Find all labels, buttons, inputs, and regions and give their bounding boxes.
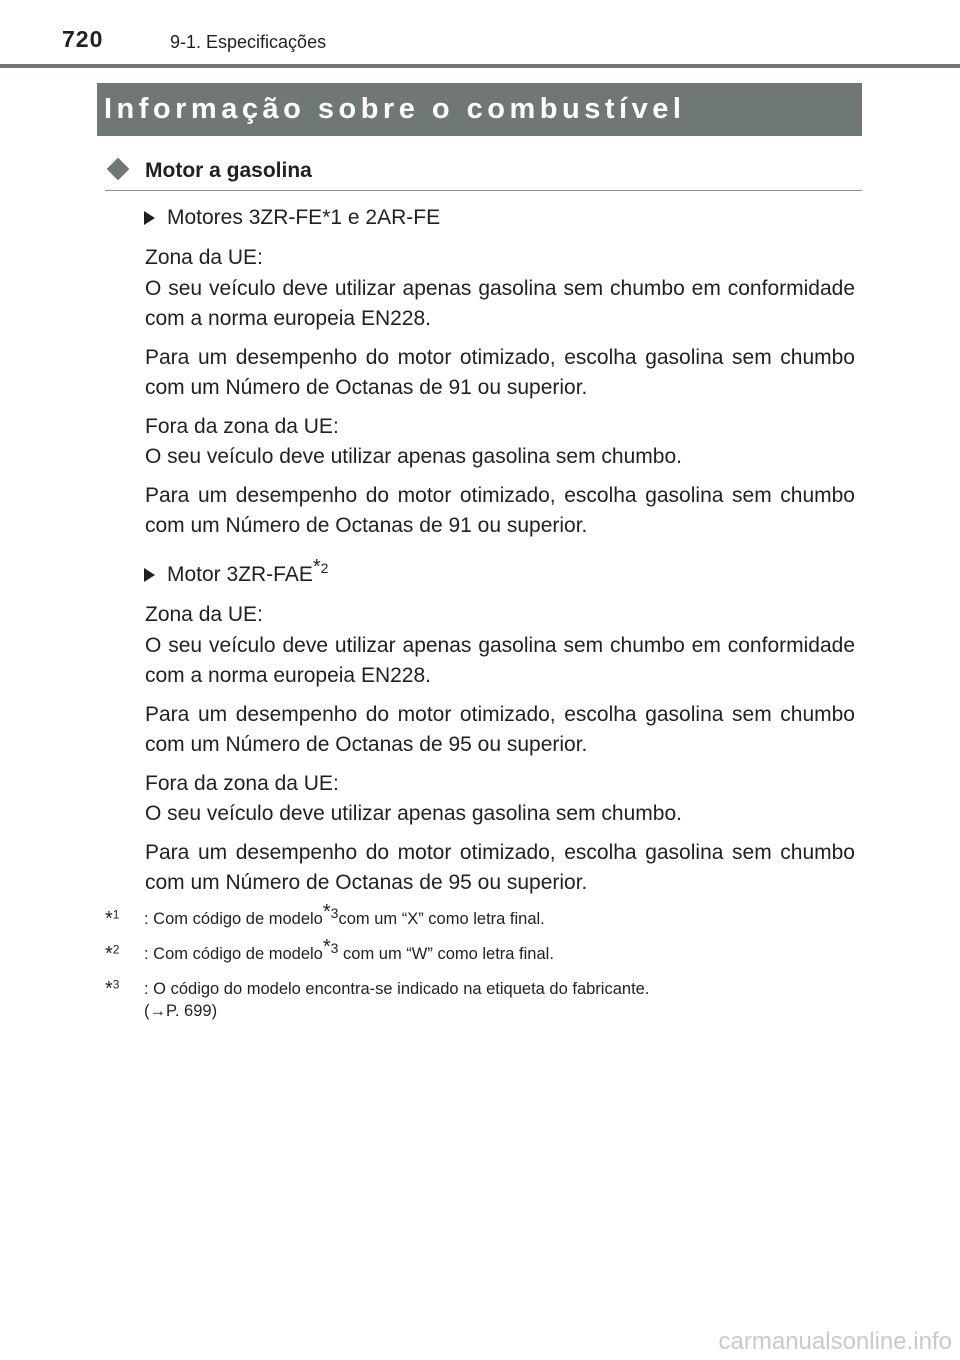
watermark: carmanualsonline.info [718,1328,952,1355]
paragraph-line: O seu veículo deve utilizar apenas gasolina sem chumbo em conformidade com a norma europeia EN228. [145,276,855,330]
footnote-ref-number: 2 [320,560,329,576]
paragraph [145,412,855,473]
footnote-ref: *3 [322,900,339,923]
subheading-text: Motor a gasolina [145,159,312,182]
footnote-marker: *$^1$ [105,907,120,930]
footnote-marker: *$^3$ [105,977,120,1000]
diamond-bullet-icon [107,158,130,181]
subheading [105,158,862,191]
engine-group-2 [145,556,855,907]
paragraph-line: Para um desempenho do motor otimizado, escolha gasolina sem chumbo com um Número de Octanas de 95 ou superior. [145,702,855,756]
paragraph [145,343,855,404]
engine-group-1-label [145,203,855,233]
paragraph-line: O seu veículo deve utilizar apenas gasolina sem chumbo. [145,802,682,825]
triangle-bullet-icon [144,211,155,225]
footnote-2 [105,935,865,965]
footnotes [105,900,865,1035]
footnote-text: : Com código de modelo [144,945,323,963]
footnote-marker: *$^2$ [105,942,120,965]
footnote-text: com um “X” como letra final. [338,910,545,928]
footnote-text: : Com código de modelo [144,910,323,928]
footnote-number: 1 [112,907,120,922]
paragraph-line: Fora da zona da UE: [145,414,339,438]
paragraph-line: Para um desempenho do motor otimizado, escolha gasolina sem chumbo com um Número de Octanas de 91 ou superior. [145,483,855,537]
header-rule [0,64,960,68]
footnote-text: com um “W” como letra final. [338,945,554,963]
paragraph-line: Fora da zona da UE: [145,771,339,795]
paragraph [145,838,855,899]
footnote-number: 2 [112,942,120,957]
footnote-ref: *3 [322,935,339,958]
footnote-ref-number: 3 [330,939,339,956]
page-reference-link[interactable]: (→P. 699) [144,1002,218,1020]
page-title: Informação sobre o combustível [97,83,862,136]
paragraph-line: Zona da UE: [145,603,263,626]
engine-group-1 [145,203,855,550]
paragraph-line: Zona da UE: [145,246,263,269]
paragraph [145,600,855,692]
engine-group-2-label-wrap [167,556,329,590]
triangle-bullet-icon [144,568,155,582]
engine-group-1-label-text: Motores 3ZR-FE*1 e 2AR-FE [167,206,441,229]
paragraph [145,481,855,542]
paragraph [145,243,855,335]
footnote-text: : O código do modelo encontra-se indicado na etiqueta do fabricante. [144,980,650,998]
paragraph [145,769,855,830]
page-number: 720 [62,26,104,52]
footnote-number: 3 [112,977,120,992]
footnote-3 [105,978,865,1022]
paragraph-line: Para um desempenho do motor otimizado, escolha gasolina sem chumbo com um Número de Octanas de 91 ou superior. [145,345,855,399]
paragraph-line: Para um desempenho do motor otimizado, escolha gasolina sem chumbo com um Número de Octanas de 95 ou superior. [145,840,855,894]
paragraph-line: O seu veículo deve utilizar apenas gasolina sem chumbo. [145,445,682,468]
engine-group-2-label-text: Motor 3ZR-FAE [167,563,313,586]
footnote-1 [105,900,865,930]
engine-group-2-label [145,556,855,590]
footnote-ref: *2 [312,556,329,578]
paragraph [145,700,855,761]
paragraph-line: O seu veículo deve utilizar apenas gasolina sem chumbo em conformidade com a norma europeia EN228. [145,633,855,687]
section-reference: 9-1. Especificações [170,32,327,52]
footnote-ref-number: 3 [330,904,339,921]
